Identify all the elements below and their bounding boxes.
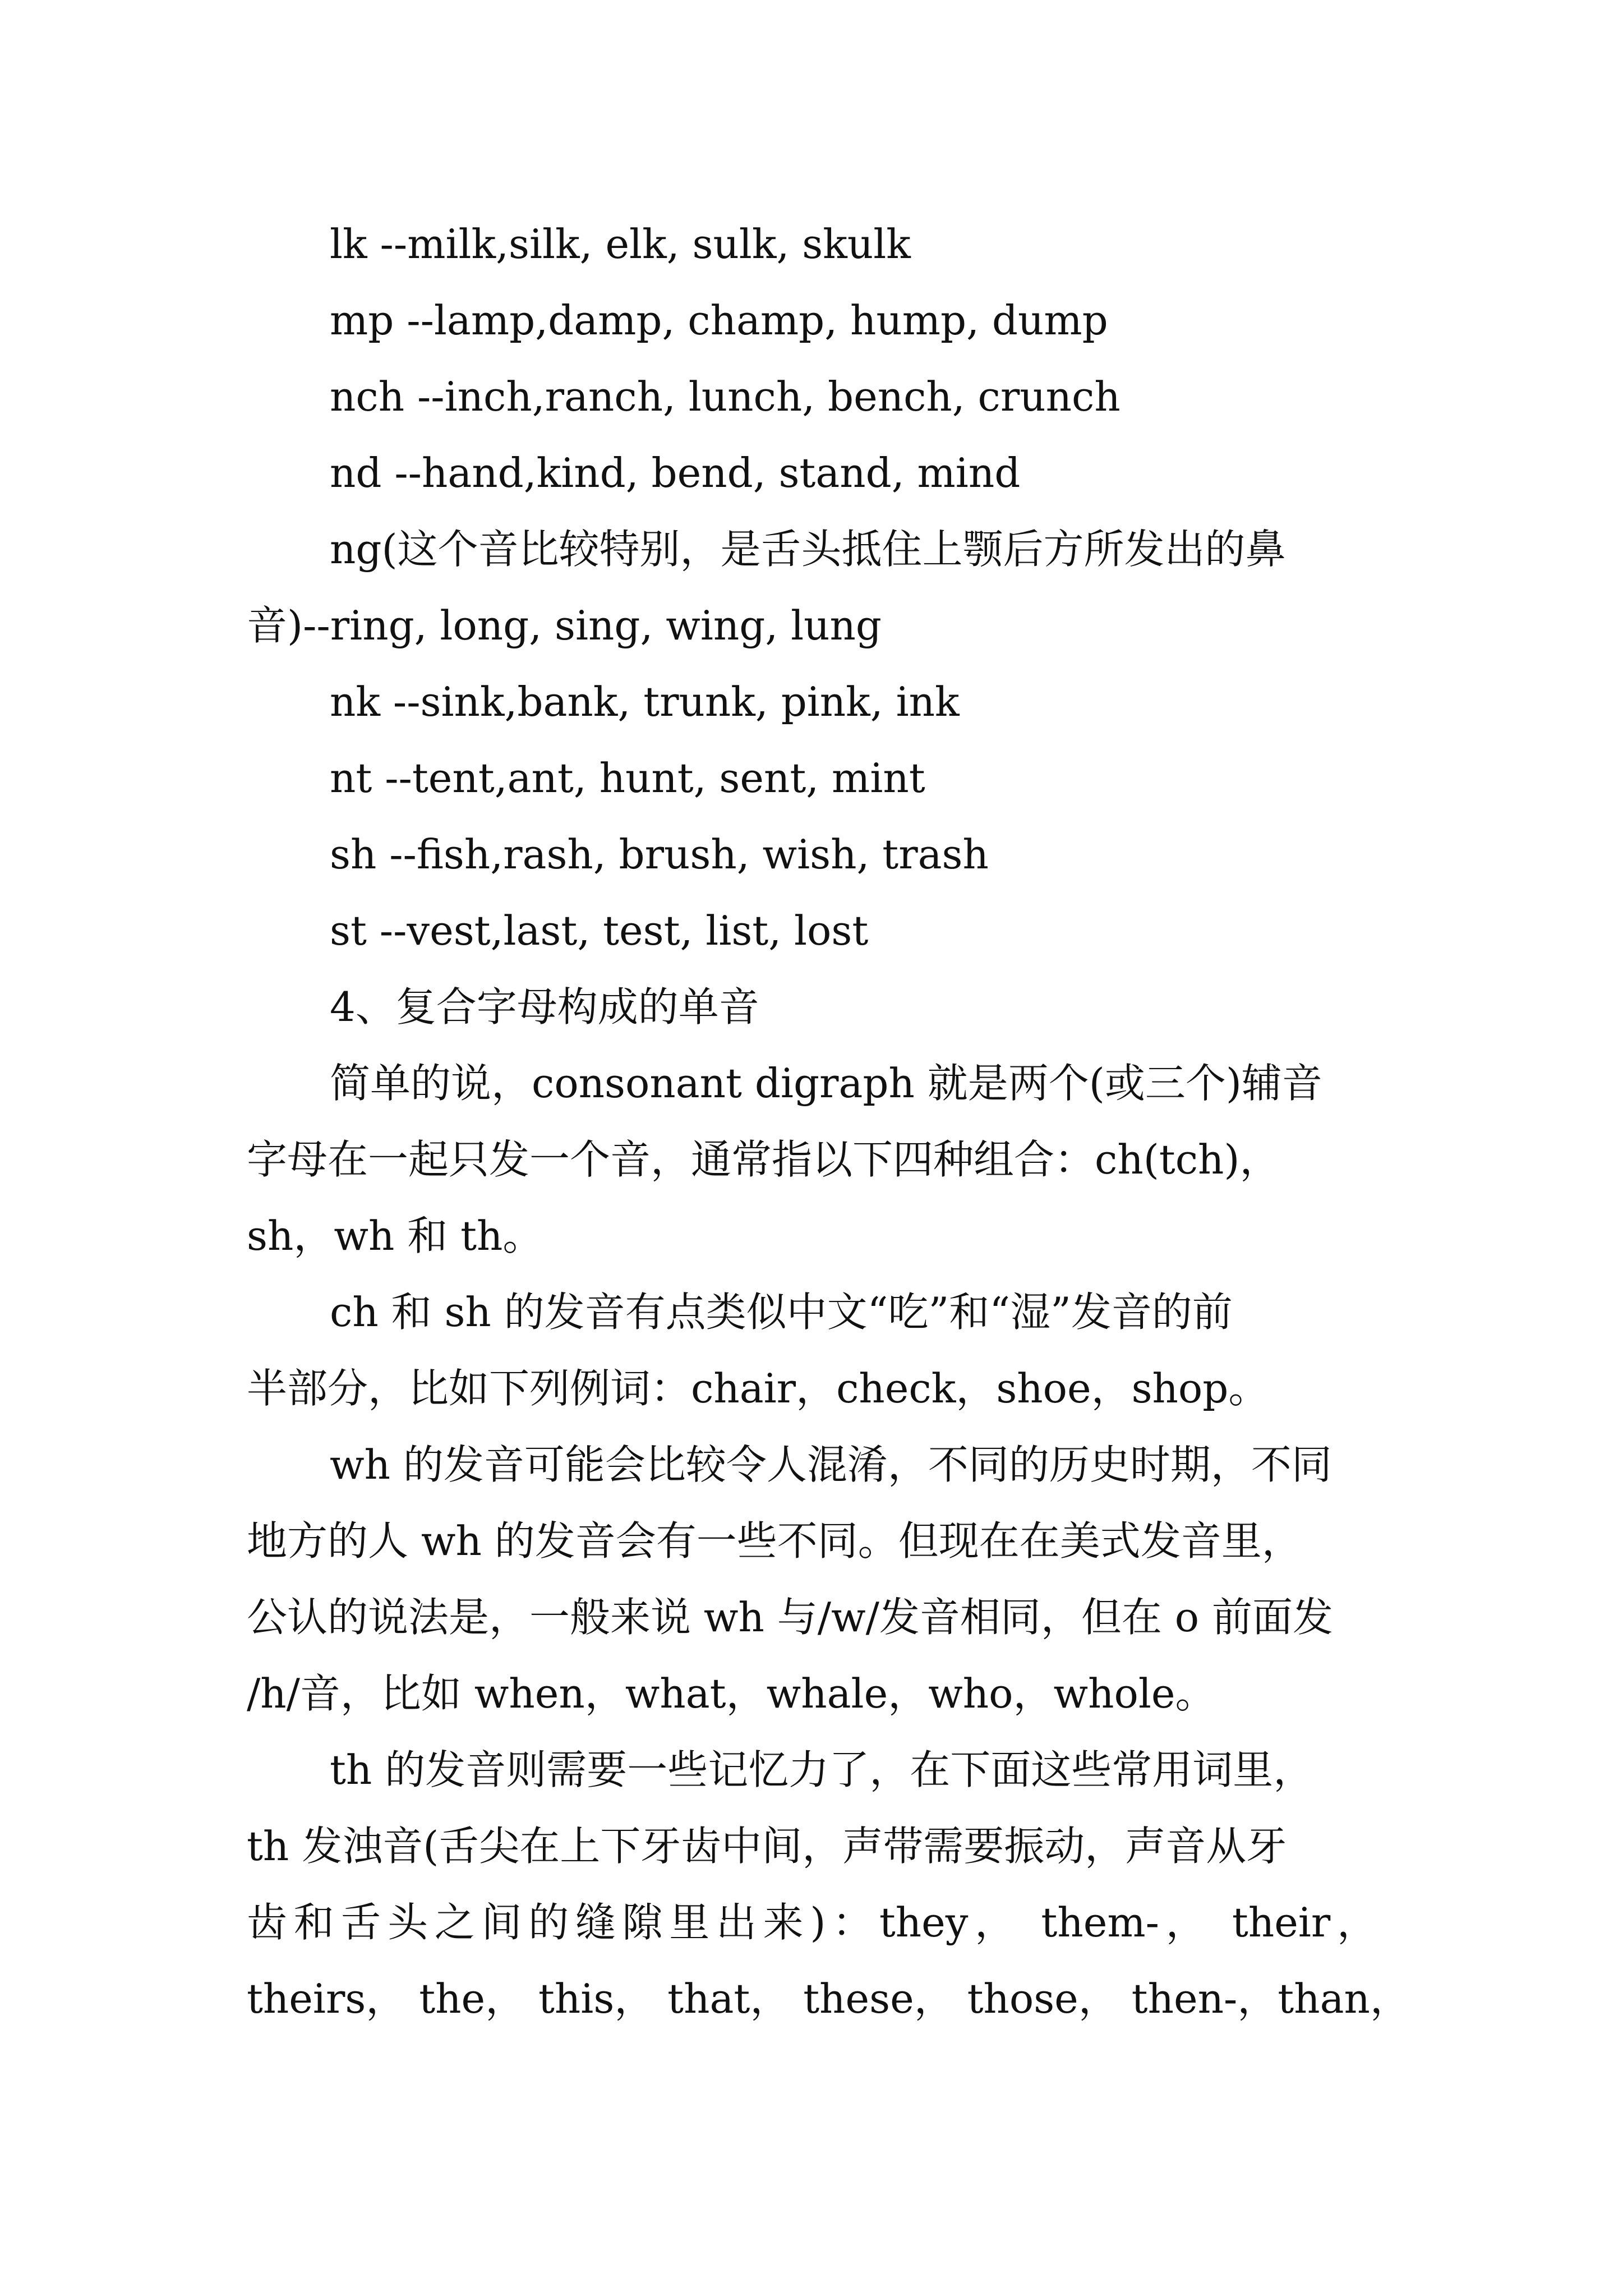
text-line: theirs， the， this， that， these， those， then-，than， <box>247 1975 1410 2022</box>
text-line: lk --milk,silk, elk, sulk, skulk <box>330 220 911 268</box>
text-line: 字母在一起只发一个音，通常指以下四种组合：ch(tch)， <box>247 1136 1280 1183</box>
text-line: st --vest,last, test, list, lost <box>330 907 869 954</box>
text-line: ch 和 sh 的发音有点类似中文“吃”和“湿”发音的前 <box>330 1289 1233 1336</box>
text-line: nk --sink,bank, trunk, pink, ink <box>330 678 960 725</box>
text-line: sh --fish,rash, brush, wish, trash <box>330 831 989 878</box>
text-line: wh 的发音可能会比较令人混淆，不同的历史时期，不同 <box>330 1441 1332 1488</box>
text-line: 齿和舌头之间的缝隙里出来)：they， them-， their， <box>247 1899 1377 1946</box>
text-line: nd --hand,kind, bend, stand, mind <box>330 449 1021 496</box>
text-line: 简单的说，consonant digraph 就是两个(或三个)辅音 <box>330 1060 1322 1107</box>
text-line: /h/音，比如 when，what，whale，who，whole。 <box>247 1670 1216 1717</box>
text-line: 半部分，比如下列例词：chair，check，shoe，shop。 <box>247 1365 1269 1412</box>
text-line: th 的发音则需要一些记忆力了，在下面这些常用词里， <box>330 1746 1314 1793</box>
text-line: th 发浊音(舌尖在上下牙齿中间，声带需要振动，声音从牙 <box>247 1823 1287 1870</box>
text-line: 音)--ring, long, sing, wing, lung <box>247 602 882 649</box>
text-line: ng(这个音比较特别，是舌头抵住上颚后方所发出的鼻 <box>330 526 1286 573</box>
text-line: sh，wh 和 th。 <box>247 1212 543 1259</box>
text-line: nt --tent,ant, hunt, sent, mint <box>330 754 925 802</box>
text-line: mp --lamp,damp, champ, hump, dump <box>330 297 1108 344</box>
text-line: 公认的说法是，一般来说 wh 与/w/发音相同，但在 o 前面发 <box>247 1594 1334 1641</box>
section-heading: 4、复合字母构成的单音 <box>330 983 759 1030</box>
text-line: nch --inch,ranch, lunch, bench, crunch <box>330 373 1121 420</box>
text-line: 地方的人 wh 的发音会有一些不同。但现在在美式发音里， <box>247 1517 1302 1565</box>
